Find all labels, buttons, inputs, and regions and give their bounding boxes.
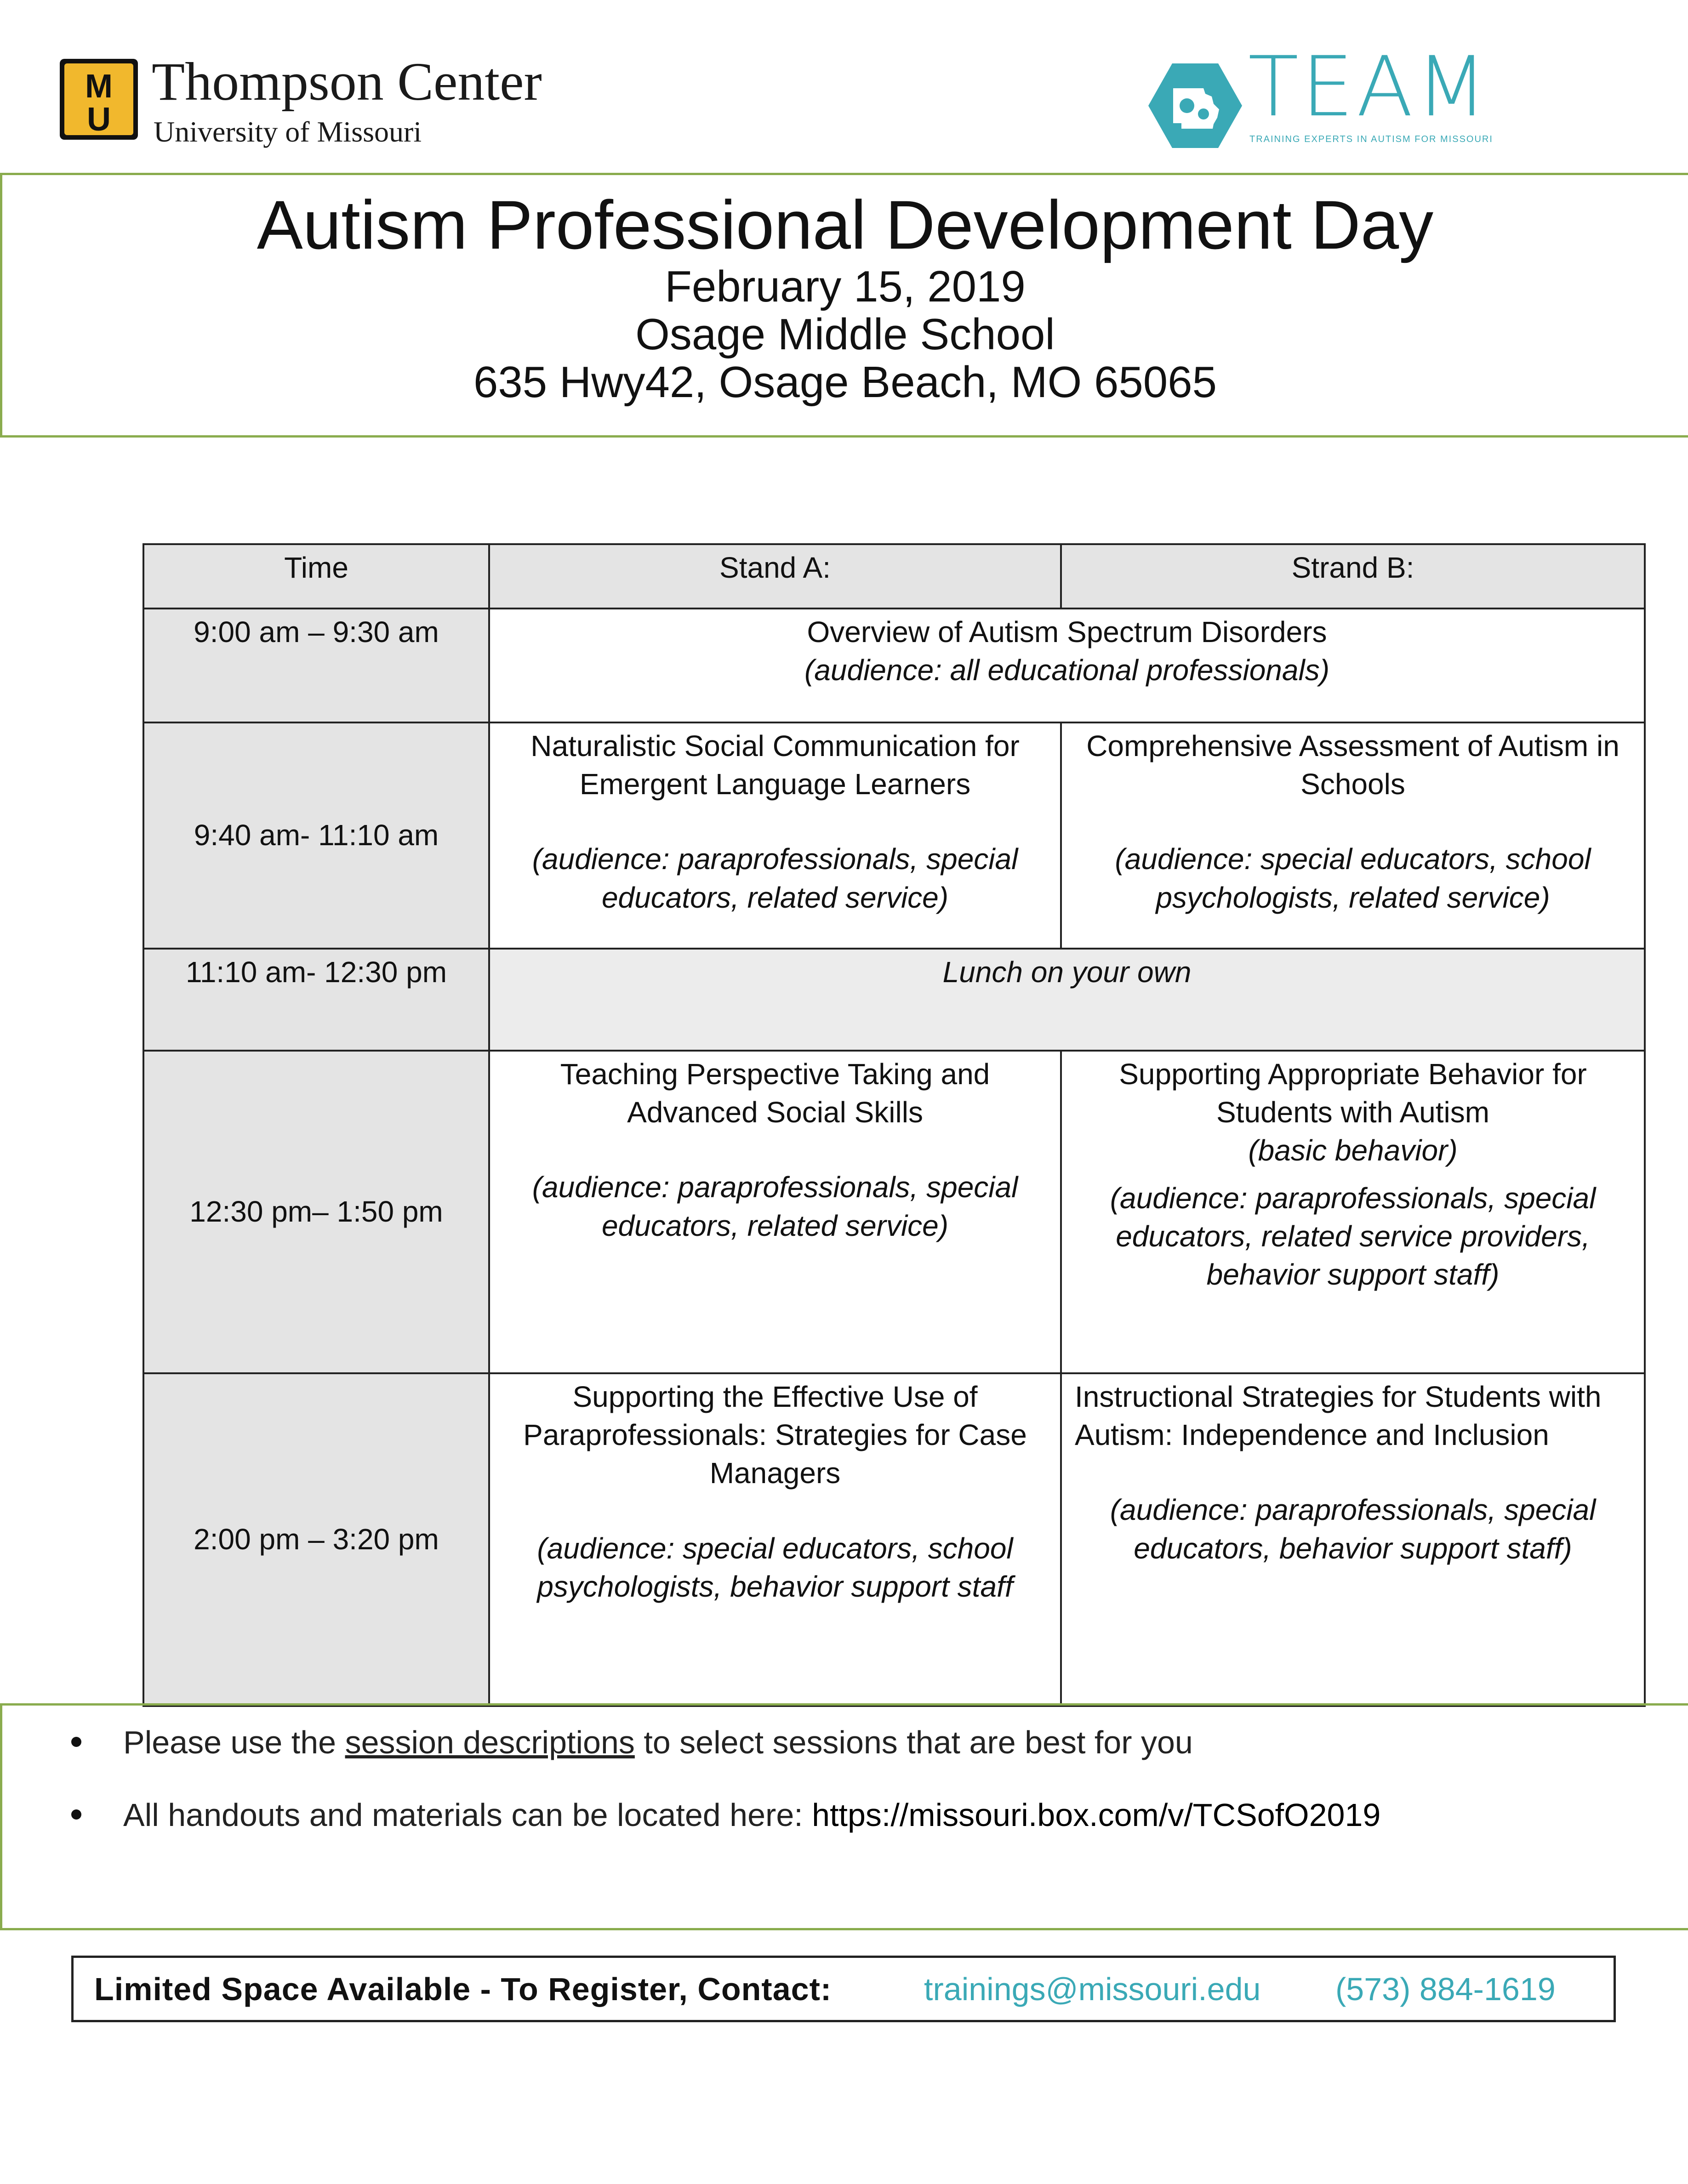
event-venue: Osage Middle School (635, 310, 1055, 359)
header-strand-a: Stand A: (489, 544, 1061, 609)
session-title: Teaching Perspective Taking and Advanced Social Skills (560, 1058, 990, 1129)
strand-b-session (1061, 1373, 1645, 1706)
register-label: Limited Space Available - To Register, Contact: (94, 1971, 832, 2007)
session-time: 9:40 am- 11:10 am (143, 722, 489, 949)
bullet-icon (71, 1809, 81, 1820)
handouts-url-link[interactable]: https://missouri.box.com/v/TCSofO2019 (812, 1797, 1381, 1833)
register-box (71, 1956, 1616, 2022)
org-name: Thompson Center (152, 51, 542, 112)
session-time: 2:00 pm – 3:20 pm (143, 1373, 489, 1706)
notes-box: Please use the session descriptions to select sessions that are best for you All handouts and materials can be located here: https://missouri.box.com/v/TCSofO2019 (0, 1703, 1688, 1930)
session-title: Instructional Strategies for Students with Autism: Independence and Inclusion (1075, 1380, 1602, 1452)
org-subtitle: University of Missouri (154, 115, 422, 148)
lunch-break: Lunch on your own (489, 949, 1645, 1051)
mizzou-logo (60, 59, 138, 140)
table-row (143, 949, 1645, 1051)
session-audience: (audience: paraprofessionals, special educators, related service) (532, 842, 1018, 914)
team-wordmark: TEAM (1248, 39, 1490, 135)
session-audience: (audience: special educators, school psychologists, related service) (1115, 842, 1591, 914)
session-audience: (audience: special educators, school psychologists, behavior support staff (537, 1531, 1013, 1603)
session-audience: (audience: paraprofessionals, special educators, behavior support staff) (1110, 1493, 1596, 1565)
session-title: Overview of Autism Spectrum Disorders (807, 615, 1327, 648)
table-row (143, 1373, 1645, 1706)
session-title: Supporting Appropriate Behavior for Students with Autism (1119, 1058, 1587, 1129)
joint-session (489, 609, 1645, 722)
session-time: 12:30 pm– 1:50 pm (143, 1051, 489, 1373)
session-title: Supporting the Effective Use of Paraprofessionals: Strategies for Case Managers (523, 1380, 1027, 1490)
session-audience: (audience: paraprofessionals, special educators, related service) (532, 1171, 1018, 1242)
svg-text:M: M (85, 68, 113, 105)
svg-text:U: U (87, 101, 111, 138)
team-missouri-icon (1145, 60, 1246, 152)
event-date: February 15, 2019 (665, 262, 1026, 311)
strand-a-session (489, 1051, 1061, 1373)
table-header-row (143, 544, 1645, 609)
bullet-icon (71, 1737, 81, 1747)
page-title: Autism Professional Development Day (257, 186, 1434, 263)
session-audience: (audience: all educational professionals) (804, 654, 1330, 687)
header-time: Time (143, 544, 489, 609)
session-time: 11:10 am- 12:30 pm (143, 949, 489, 1051)
session-time: 9:00 am – 9:30 am (143, 609, 489, 722)
session-title: Naturalistic Social Communication for Emergent Language Learners (530, 729, 1020, 801)
title-box (0, 173, 1688, 438)
table-row (143, 609, 1645, 722)
session-title: Comprehensive Assessment of Autism in Schools (1086, 729, 1620, 801)
schedule-table (143, 543, 1646, 1707)
strand-a-session (489, 1373, 1061, 1706)
table-row (143, 1051, 1645, 1373)
session-descriptions-link[interactable]: session descriptions (345, 1724, 635, 1760)
session-audience: (audience: paraprofessionals, special educators, related service providers, behavior support staff) (1110, 1181, 1596, 1291)
register-email-link[interactable]: trainings@missouri.edu (924, 1971, 1261, 2007)
strand-b-session (1061, 722, 1645, 949)
header-strand-b: Strand B: (1061, 544, 1645, 609)
table-row (143, 722, 1645, 949)
register-phone: (573) 884-1619 (1335, 1971, 1556, 2007)
strand-a-session (489, 722, 1061, 949)
event-address: 635 Hwy42, Osage Beach, MO 65065 (473, 358, 1217, 407)
team-tagline: TRAINING EXPERTS IN AUTISM FOR MISSOURI (1249, 134, 1493, 144)
session-subtitle: (basic behavior) (1248, 1134, 1458, 1167)
strand-b-session (1061, 1051, 1645, 1373)
